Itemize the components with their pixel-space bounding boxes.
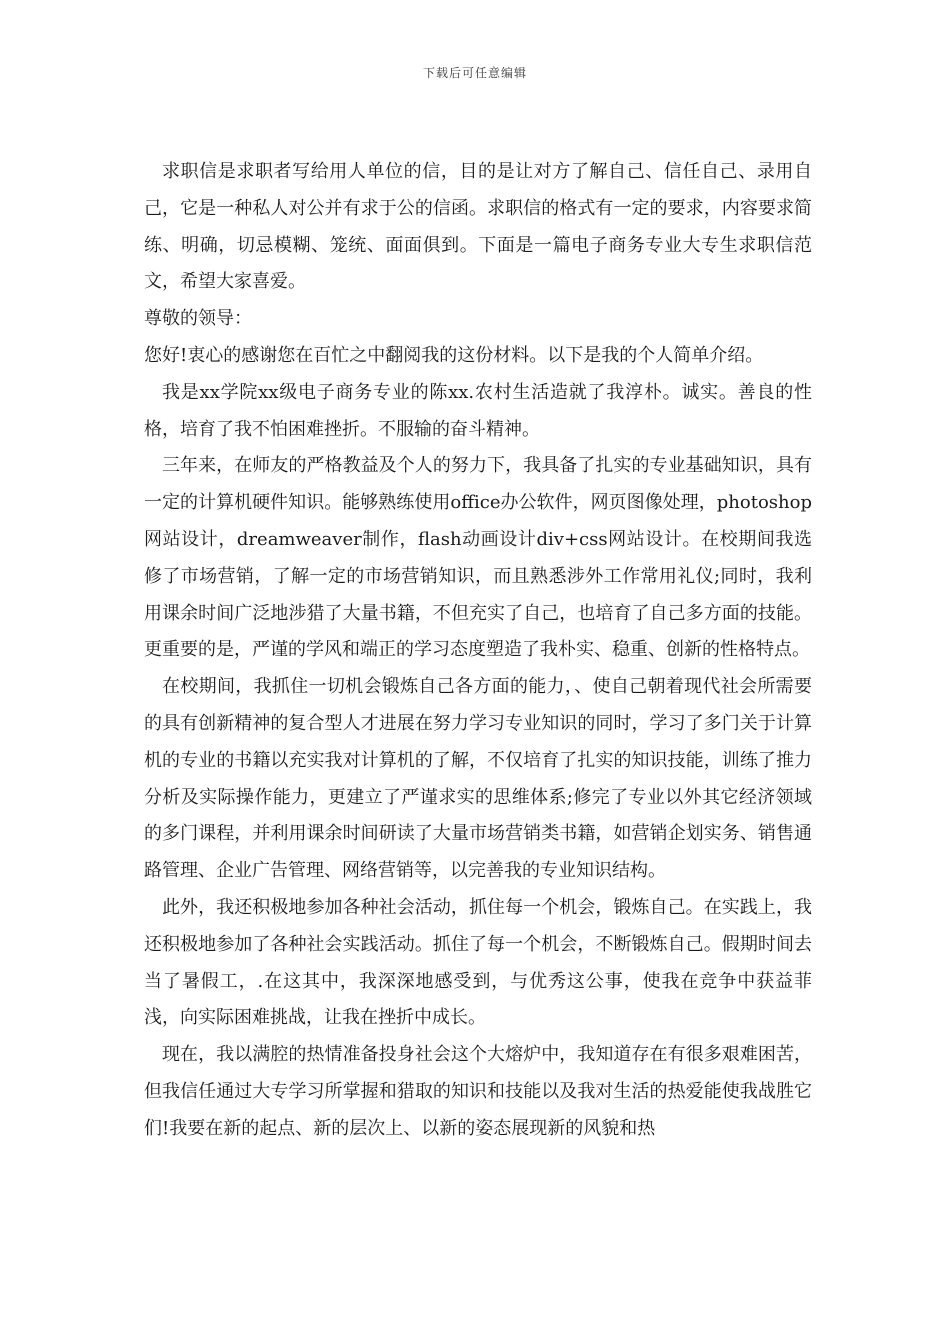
document-body (144, 154, 812, 1148)
skills-paragraph: 三年来，在师友的严格教益及个人的努力下，我具备了扎实的专业基础知识，具有一定的计算机硬件知识。能够熟练使用office办公软件，网页图像处理，photoshop网站设计，dreamweaver制作，flash动画设计div+css网站设计。在校期间我选修了市场营销，了解一定的市场营销知识，而且熟悉涉外工作常用礼仪;同时，我利用课余时间广泛地涉猎了大量书籍，不但充实了自己，也培育了自己多方面的技能。更重要的是，严谨的学风和端正的学习态度塑造了我朴实、稳重、创新的性格特点。 (144, 455, 812, 661)
greeting-paragraph: 您好!衷心的感谢您在百忙之中翻阅我的这份材料。以下是我的个人简单介绍。 (144, 344, 764, 366)
intro-paragraph: 求职信是求职者写给用人单位的信，目的是让对方了解自己、信任自己、录用自己，它是一种私人对公并有求于公的信函。求职信的格式有一定的要求，内容要求简练、明确，切忌模糊、笼统、面面俱到。下面是一篇电子商务专业大专生求职信范文，希望大家喜爱。 (144, 161, 812, 293)
page-header: 下载后可任意编辑 (422, 66, 527, 80)
study-paragraph: 在校期间，我抓住一切机会锻炼自己各方面的能力，、使自己朝着现代社会所需要的具有创新精神的复合型人才进展在努力学习专业知识的同时，学习了多门关于计算机的专业的书籍以充实我对计算机的了解，不仅培育了扎实的知识技能，训练了推力分析及实际操作能力，更建立了严谨求实的思维体系;修完了专业以外其它经济领域的多门课程，并利用课余时间研读了大量市场营销类书籍，如营销企划实务、销售通路管理、企业广告管理、网络营销等，以完善我的专业知识结构。 (144, 676, 812, 882)
background-paragraph: 我是xx学院xx级电子商务专业的陈xx.农村生活造就了我淳朴。诚实。善良的性格，培育了我不怕困难挫折。不服输的奋斗精神。 (144, 381, 812, 440)
closing-paragraph: 现在，我以满腔的热情准备投身社会这个大熔炉中，我知道存在有很多艰难困苦，但我信任通过大专学习所掌握和猎取的知识和技能以及我对生活的热爱能使我战胜它们!我要在新的起点、新的层次上、以新的姿态展现新的风貌和热 (144, 1044, 812, 1139)
salutation: 尊敬的领导： (144, 308, 252, 330)
activities-paragraph: 此外，我还积极地参加各种社会活动，抓住每一个机会，锻炼自己。在实践上，我还积极地参加了各种社会实践活动。抓住了每一个机会，不断锻炼自己。假期时间去当了暑假工，.在这其中，我深深地感受到，与优秀这公事，使我在竞争中获益菲浅，向实际困难挑战，让我在挫折中成长。 (144, 896, 812, 1029)
